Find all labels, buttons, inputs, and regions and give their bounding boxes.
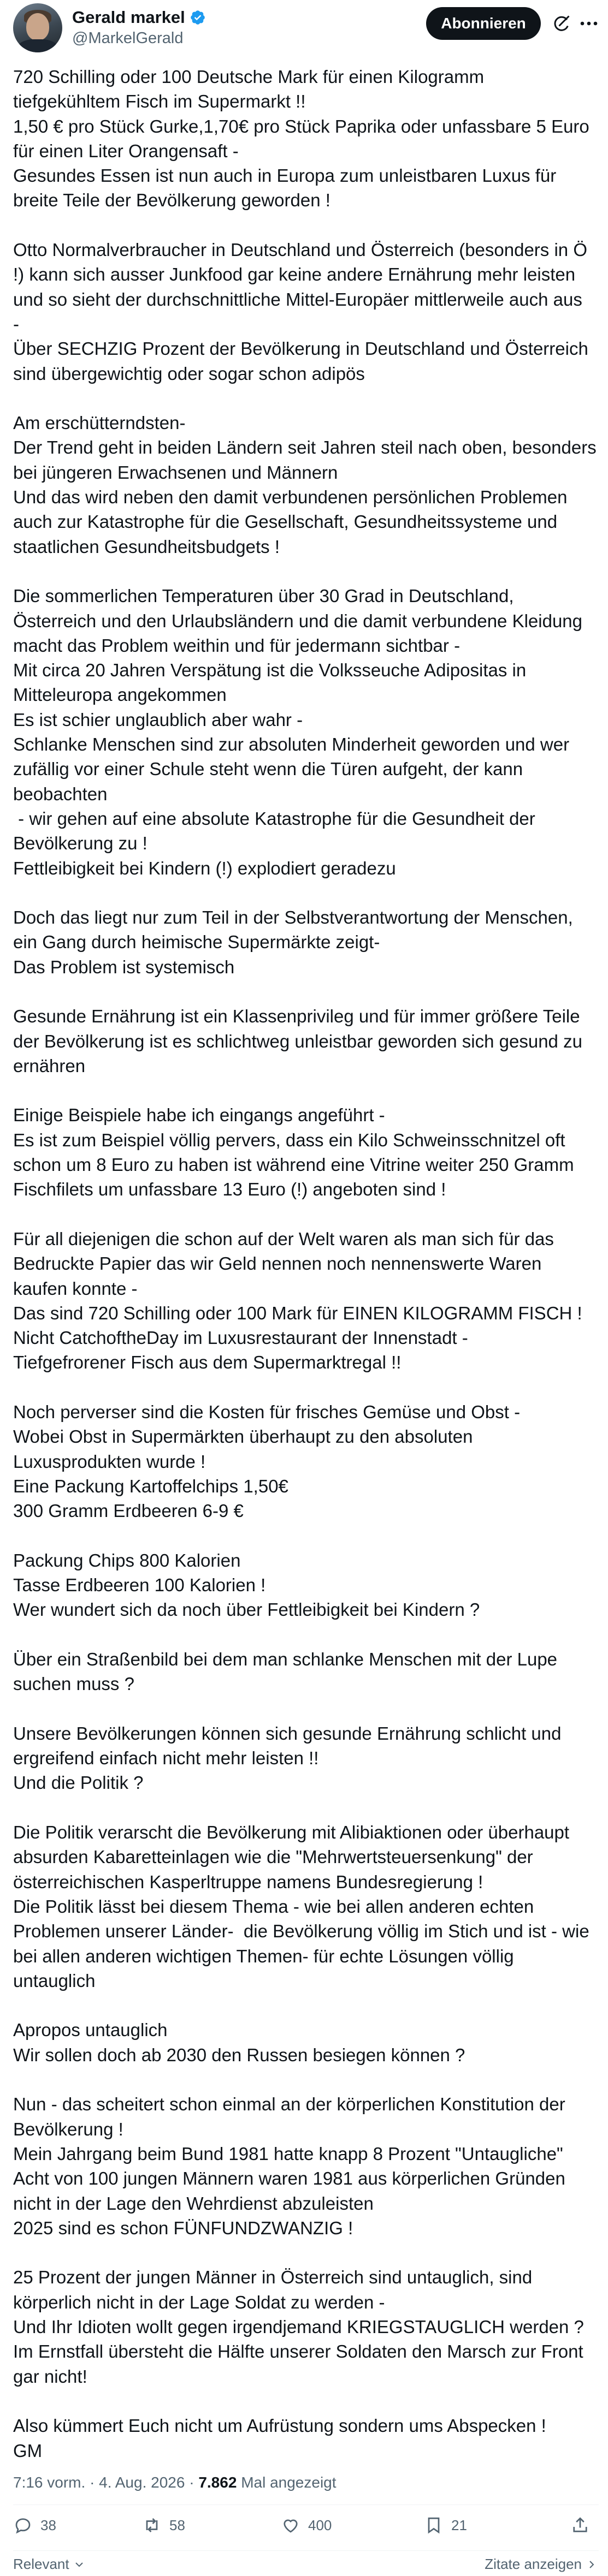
avatar[interactable] [13, 3, 62, 52]
avatar-body [17, 39, 58, 52]
meta-separator: · [90, 2474, 95, 2491]
tweet-meta [13, 2474, 337, 2491]
grok-icon[interactable] [552, 14, 571, 33]
like-button[interactable] [281, 2515, 332, 2535]
meta-separator: · [189, 2474, 194, 2491]
divider-top [13, 2504, 599, 2505]
reply-count: 38 [40, 2516, 56, 2533]
divider-bottom [13, 2550, 599, 2551]
tweet-time[interactable]: 7:16 vorm. [13, 2474, 86, 2491]
chevron-right-icon [585, 2558, 598, 2571]
verified-badge-icon [190, 9, 206, 26]
like-count: 400 [308, 2516, 332, 2533]
quotes-label: Zitate anzeigen [485, 2556, 582, 2572]
like-icon [281, 2515, 300, 2535]
views-count: 7.862 [198, 2474, 237, 2491]
bookmark-icon [424, 2515, 444, 2535]
share-button[interactable] [570, 2515, 598, 2535]
sort-label: Relevant [13, 2556, 69, 2572]
author-handle[interactable]: @MarkelGerald [72, 29, 184, 47]
repost-button[interactable] [142, 2515, 185, 2535]
bookmark-count: 21 [451, 2516, 467, 2533]
more-icon[interactable] [579, 15, 599, 32]
tweet-date[interactable]: 4. Aug. 2026 [99, 2474, 185, 2491]
sort-dropdown[interactable] [13, 2556, 86, 2573]
name-row [72, 8, 206, 27]
bookmark-button[interactable] [424, 2515, 467, 2535]
action-bar [13, 2515, 599, 2548]
chevron-down-icon [73, 2558, 86, 2571]
views-label: Mal angezeigt [241, 2474, 337, 2491]
share-icon [570, 2515, 590, 2535]
reply-button[interactable] [13, 2515, 56, 2535]
repost-icon [142, 2515, 162, 2535]
tweet-header [0, 0, 608, 60]
tweet-text: 720 Schilling oder 100 Deutsche Mark für einen Kilogramm tiefgekühltem Fisch im Supermarkt !! 1,50 € pro Stück Gurke,1,70€ pro Stück Paprika oder unfassbare 5 Euro für einen Liter Orangensaft - Gesundes Essen ist nun auch in Europa zum unleistbaren Luxus für breite Teile der Bevölkerung geworden ! Otto Normalverbraucher in Deutschland und Österreich (besonders in Ö !) kann sich ausser Junkfood gar keine andere Ernährung mehr leisten und so sieht der durchschnittliche Mittel-Europäer mittlerweile auch aus - Über SECHZIG Prozent der Bevölkerung in Deutschland und Österreich sind übergewichtig oder sogar schon adipös Am erschütterndsten- Der Trend geht in beiden Ländern seit Jahren steil nach oben, besonders bei jüngeren Erwachsenen und Männern Und das wird neben den damit verbundenen persönlichen Problemen auch zur Katastrophe für die Gesellschaft, Gesundheitssysteme und staatlichen Gesundheitsbudgets ! Die sommerlichen Temperaturen über 30 Grad in Deutschland, Österreich und den Urlaubsländern und die damit verbundene Kleidung macht das Problem weithin und für jedermann sichtbar - Mit circa 20 Jahren Verspätung ist die Volksseuche Adipositas in Mitteleuropa angekommen Es ist schier unglaublich aber wahr - Schlanke Menschen sind zur absoluten Minderheit geworden und wer zufällig vor einer Schule steht wenn die Türen aufgeht, der kann beobachten - wir gehen auf eine absolute Katastrophe für die Gesundheit der Bevölkerung zu ! Fettleibigkeit bei Kindern (!) explodiert geradezu Doch das liegt nur zum Teil in der Selbstverantwortung der Menschen, ein Gang durch heimische Supermärkte zeigt- Das Problem ist systemisch Gesunde Ernährung ist ein Klassenprivileg und für immer größere Teile der Bevölkerung ist es schlichtweg unleistbar geworden sich gesund zu ernähren Einige Beispiele habe ich eingangs angeführt - Es ist zum Beispiel völlig pervers, dass ein Kilo Schweinsschnitzel oft schon um 8 Euro zu haben ist während eine Vitrine weiter 250 Gramm Fischfilets um unfassbare 13 Euro (!) angeboten sind ! Für all diejenigen die schon auf der Welt waren als man sich für das Bedruckte Papier das wir Geld nennen noch nennenswerte Waren kaufen konnte - Das sind 720 Schilling oder 100 Mark für EINEN KILOGRAMM FISCH ! Nicht CatchoftheDay im Luxusrestaurant der Innenstadt - Tiefgefrorener Fisch aus dem Supermarktregal !! Noch perverser sind die Kosten für frisches Gemüse und Obst - Wobei Obst in Supermärkten überhaupt zu den absoluten Luxusprodukten wurde ! Eine Packung Kartoffelchips 1,50€ 300 Gramm Erdbeeren 6-9 € Packung Chips 800 Kalorien Tasse Erdbeeren 100 Kalorien ! Wer wundert sich da noch über Fettleibigkeit bei Kindern ? Über ein Straßenbild bei dem man schlanke Menschen mit der Lupe suchen muss ? Unsere Bevölkerungen können sich gesunde Ernährung schlicht und ergreifend einfach nicht mehr leisten !! Und die Politik ? Die Politik verarscht die Bevölkerung mit Alibiaktionen oder überhaupt absurden Kabaretteinlagen wie die "Mehrwertsteuersenkung" der österreichischen Kasperltruppe namens Bundesregierung ! Die Politik lässt bei diesem Thema - wie bei allen anderen echten Problemen unserer Länder- die Bevölkerung völlig im Stich und ist - wie bei allen anderen wichtigen Themen- für echte Lösungen völlig untauglich Apropos untauglich Wir sollen doch ab 2030 den Russen besiegen können ? Nun - das scheitert schon einmal an der körperlichen Konstitution der Bevölkerung ! Mein Jahrgang beim Bund 1981 hatte knapp 8 Prozent "Untaugliche" Acht von 100 jungen Männern waren 1981 aus körperlichen Gründen nicht in der Lage den Wehrdienst abzuleisten 2025 sind es schon FÜNFUNDZWANZIG ! 25 Prozent der jungen Männer in Österreich sind untauglich, sind körperlich nicht in der Lage Soldat zu werden - Und Ihr Idioten wollt gegen irgendjemand KRIEGSTAUGLICH werden ? Im Ernstfall übersteht die Hälfte unserer Soldaten den Marsch zur Front gar nicht! Also kümmert Euch nicht um Aufrüstung sondern ums Abspecken ! GM [13, 67, 597, 2461]
quotes-link[interactable] [485, 2556, 598, 2573]
follow-button[interactable]: Abonnieren [426, 7, 541, 40]
avatar-face [26, 13, 49, 40]
repost-count: 58 [169, 2516, 185, 2533]
author-display-name[interactable]: Gerald markel [72, 8, 185, 27]
reply-icon [13, 2515, 33, 2535]
